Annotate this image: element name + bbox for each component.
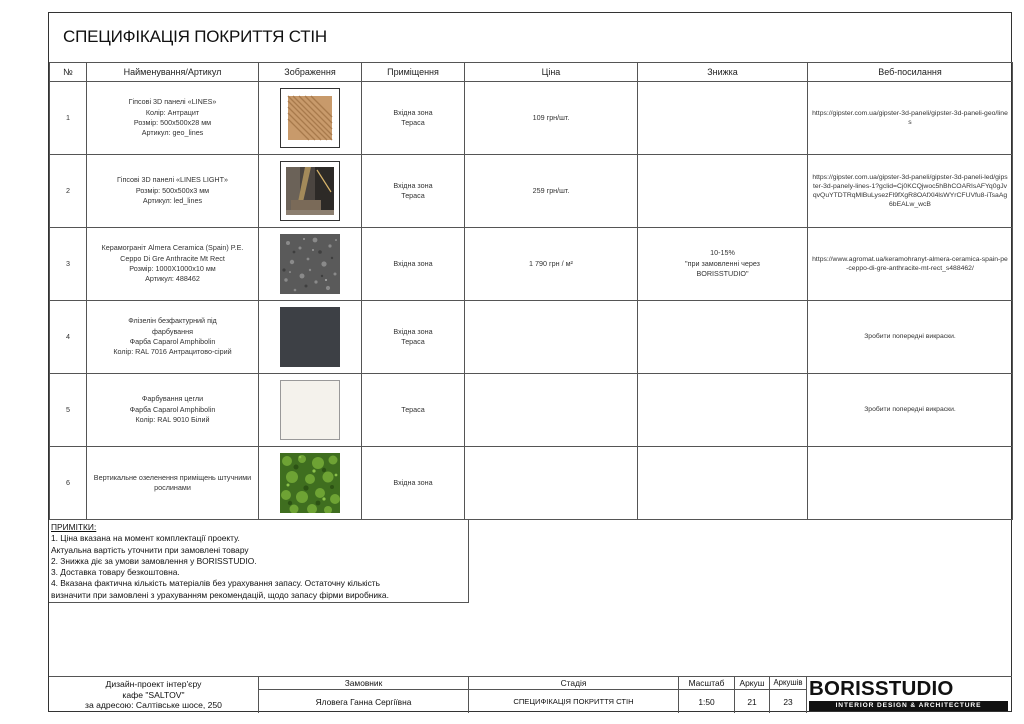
discount-cell	[638, 447, 808, 520]
price-cell: 1 790 грн / м²	[465, 228, 638, 301]
table-header-row	[50, 63, 1013, 82]
client-cell	[259, 677, 469, 713]
row-number: 5	[50, 374, 87, 447]
item-image-cell	[259, 82, 362, 155]
room-cell: Вхідна зона	[362, 228, 465, 301]
price-cell	[465, 447, 638, 520]
discount-cell	[638, 82, 808, 155]
table-row	[50, 447, 1013, 520]
white-swatch-image	[280, 380, 340, 440]
anthracite-swatch-image	[280, 307, 340, 367]
table-row	[50, 301, 1013, 374]
price-cell: 259 грн/шт.	[465, 155, 638, 228]
drawing-sheet	[48, 12, 1012, 712]
col-header-name: Найменування/Артикул	[87, 63, 259, 82]
client-label: Замовник	[259, 677, 468, 690]
room-cell: Вхідна зона	[362, 447, 465, 520]
discount-cell: 10-15% "при замовленні через BORISSTUDIO"	[638, 228, 808, 301]
note-line: Актуальна вартість уточнити при замовлені товару	[51, 544, 249, 555]
note-line: визначити при замовлені з урахуванням рекомендацій, щодо запасу фірми виробника.	[51, 589, 389, 600]
table-row	[50, 155, 1013, 228]
price-cell	[465, 374, 638, 447]
sheets-cell	[770, 677, 807, 713]
stage-cell	[469, 677, 679, 713]
item-image-cell	[259, 155, 362, 228]
interior-photo-image	[280, 161, 340, 221]
item-name: Гіпсові 3D панелі «LINES LIGHT» Розмір: 500х500х3 мм Артикул: led_lines	[87, 155, 259, 228]
note-line: 2. Знижка діє за умови замовлення у BORISSTUDIO.	[51, 555, 257, 566]
room-cell: Тераса	[362, 374, 465, 447]
table-row	[50, 228, 1013, 301]
row-number: 4	[50, 301, 87, 374]
moss-wall-image	[280, 453, 340, 513]
logo-tagline: INTERIOR DESIGN & ARCHITECTURE	[809, 701, 1008, 711]
item-name: Гіпсові 3D панелі «LINES» Колір: Антрацит Розмір: 500х500х28 мм Артикул: geo_lines	[87, 82, 259, 155]
project-info: Дизайн-проект інтер'єру кафе "SALTOV" за адресою: Салтівське шосе, 250	[49, 677, 259, 713]
logo-name: BORISSTUDIO	[809, 677, 954, 700]
web-link[interactable]: https://gipster.com.ua/gipster-3d-paneli/gipster-3d-paneli-led/gipster-3d-panely-lines-1?gclid=Cj0KCQjwoc5hBhCOARIsAFYq0gJvqvQuYTDTRqMlBuLysezFl9fXgR8OAfXl4lsWYrCFUVfu8-iTsaAg6bEALw_wcB	[808, 155, 1013, 228]
stage-value: СПЕЦИФІКАЦІЯ ПОКРИТТЯ СТІН	[513, 697, 634, 706]
item-name: Вертикальне озеленення приміщень штучними рослинами	[87, 447, 259, 520]
web-link	[808, 447, 1013, 520]
web-link: Зробити попередні викраски.	[808, 374, 1013, 447]
scale-value: 1:50	[698, 696, 715, 707]
room-cell: Вхідна зона Тераса	[362, 301, 465, 374]
col-header-room: Приміщення	[362, 63, 465, 82]
stage-label: Стадія	[469, 677, 678, 690]
wood-lines-panel-image	[280, 88, 340, 148]
row-number: 6	[50, 447, 87, 520]
price-cell: 109 грн/шт.	[465, 82, 638, 155]
terrazzo-tile-image	[280, 234, 340, 294]
item-image-cell	[259, 447, 362, 520]
sheet-cell	[735, 677, 770, 713]
table-row	[50, 82, 1013, 155]
note-line: 4. Вказана фактична кількість матеріалів без урахування запасу. Остаточну кількість	[51, 578, 381, 589]
discount-cell	[638, 374, 808, 447]
title-block	[49, 676, 1012, 713]
discount-cell	[638, 301, 808, 374]
sheet-value: 21	[747, 696, 757, 707]
col-header-num: №	[50, 63, 87, 82]
item-image-cell	[259, 374, 362, 447]
web-link: Зробити попередні викраски.	[808, 301, 1013, 374]
web-link[interactable]: https://gipster.com.ua/gipster-3d-paneli/gipster-3d-paneli-geo/lines	[808, 82, 1013, 155]
sheet-label: Аркуш	[735, 677, 769, 690]
spec-table	[49, 62, 1013, 520]
page-title: СПЕЦИФІКАЦІЯ ПОКРИТТЯ СТІН	[63, 27, 328, 46]
item-name: Керамограніт Almera Ceramica (Spain) P.E. Ceppo Di Gre Anthracite Mt Rect Розмір: 1000X1000x10 мм Артикул: 488462	[87, 228, 259, 301]
row-number: 2	[50, 155, 87, 228]
client-value: Яловега Ганна Сергіївна	[315, 696, 412, 707]
item-name: Фарбування цегли Фарба Caparol Amphibolin Колір: RAL 9010 Білий	[87, 374, 259, 447]
scale-label: Масштаб	[679, 677, 734, 690]
item-name: Флізелін безфактурний під фарбування Фарба Caparol Amphibolin Колір: RAL 7016 Антрацитово-сірий	[87, 301, 259, 374]
scale-cell	[679, 677, 735, 713]
room-cell: Вхідна зона Тераса	[362, 82, 465, 155]
sheets-value: 23	[783, 696, 793, 707]
item-image-cell	[259, 301, 362, 374]
note-line: 3. Доставка товару безкоштовна.	[51, 567, 180, 578]
sheets-label: Аркушів	[770, 677, 806, 690]
room-cell: Вхідна зона Тераса	[362, 155, 465, 228]
row-number: 1	[50, 82, 87, 155]
notes	[51, 522, 389, 601]
discount-cell	[638, 155, 808, 228]
brand-logo	[807, 677, 1012, 713]
col-header-discount: Знижка	[638, 63, 808, 82]
notes-heading: ПРИМІТКИ:	[51, 522, 97, 532]
row-number: 3	[50, 228, 87, 301]
col-header-image: Зображення	[259, 63, 362, 82]
table-row	[50, 374, 1013, 447]
col-header-link: Веб-посилання	[808, 63, 1013, 82]
item-image-cell	[259, 228, 362, 301]
web-link[interactable]: https://www.agromat.ua/keramohranyt-almera-ceramica-spain-pe-ceppo-di-gre-anthracite-mt-rect_s488462/	[808, 228, 1013, 301]
col-header-price: Ціна	[465, 63, 638, 82]
note-line: 1. Ціна вказана на момент комплектації проекту.	[51, 533, 240, 544]
price-cell	[465, 301, 638, 374]
